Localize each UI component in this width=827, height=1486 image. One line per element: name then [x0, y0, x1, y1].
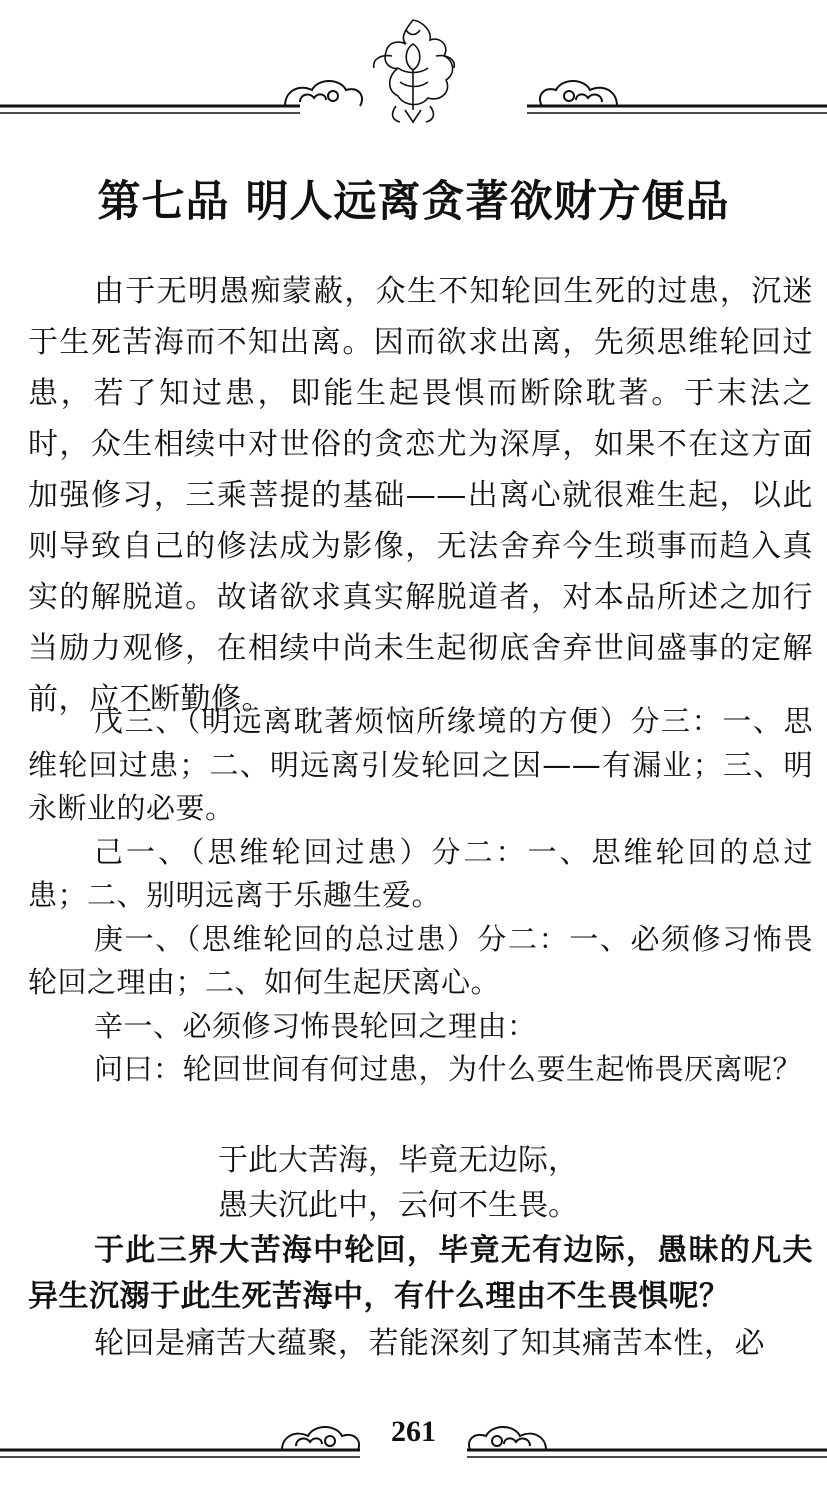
intro-paragraph: 由于无明愚痴蒙蔽，众生不知轮回生死的过患，沉迷于生死苦海而不知出离。因而欲求出离，先须思维轮回过患，若了知过患，即能生起畏惧而断除耽著。于末法之时，众生相续中对世俗的贪恋尤为深厚，如果不在这方面加强修习，三乘菩提的基础——出离心就很难生起，以此则导致自己的修法成为影像，无法舍弃今生琐事而趋入真实的解脱道。故诸欲求真实解脱道者，对本品所述之加行当励力观修，在相续中尚未生起彻底舍弃世间盛事的定解前，应不断勤修。 — [28, 274, 813, 717]
verse-line: 愚夫沉此中，云何不生畏。 — [218, 1188, 578, 1223]
chapter-title: 第七品 明人远离贪著欲财方便品 — [97, 177, 730, 227]
outline-heading-geng: 庚一、（思维轮回的总过患）分二：一、必须修习怖畏轮回之理由；二、如何生起厌离心。 — [28, 921, 813, 999]
auspicious-cloud-icon — [540, 81, 617, 106]
verse-block — [28, 1138, 813, 1228]
page-number: 261 — [391, 1415, 436, 1448]
header-rule-right — [527, 106, 827, 113]
peony-flower-icon — [374, 20, 455, 122]
commentary-block — [28, 1318, 813, 1369]
intro-paragraph-block — [28, 266, 813, 725]
commentary-paragraph: 轮回是痛苦大蕴聚，若能深刻了知其痛苦本性，必 — [94, 1326, 765, 1361]
outline-heading-xin: 辛一、必须修习怖畏轮回之理由： — [94, 1008, 537, 1043]
outline-heading-ji: 己一、（思维轮回过患）分二：一、思维轮回的总过患；二、别明远离于乐趣生爱。 — [28, 834, 813, 912]
outline-block — [28, 700, 813, 1092]
auspicious-cloud-icon — [285, 81, 362, 106]
verse-explanation: 于此三界大苦海中轮回，毕竟无有边际，愚昧的凡夫异生沉溺于此生死苦海中，有什么理由不生畏惧呢？ — [28, 1233, 813, 1314]
verse-line: 于此大苦海，毕竟无边际， — [218, 1143, 578, 1178]
explanation-block — [28, 1228, 813, 1320]
outline-heading-wu: 戊三、（明远离耽著烦恼所缘境的方便）分三：一、思维轮回过患；二、明远离引发轮回之因——有漏业；三、明永断业的必要。 — [28, 704, 813, 825]
header-rule-left — [0, 106, 300, 113]
question-paragraph: 问曰：轮回世间有何过患，为什么要生起怖畏厌离呢？ — [94, 1052, 803, 1086]
header-ornament — [0, 10, 827, 130]
